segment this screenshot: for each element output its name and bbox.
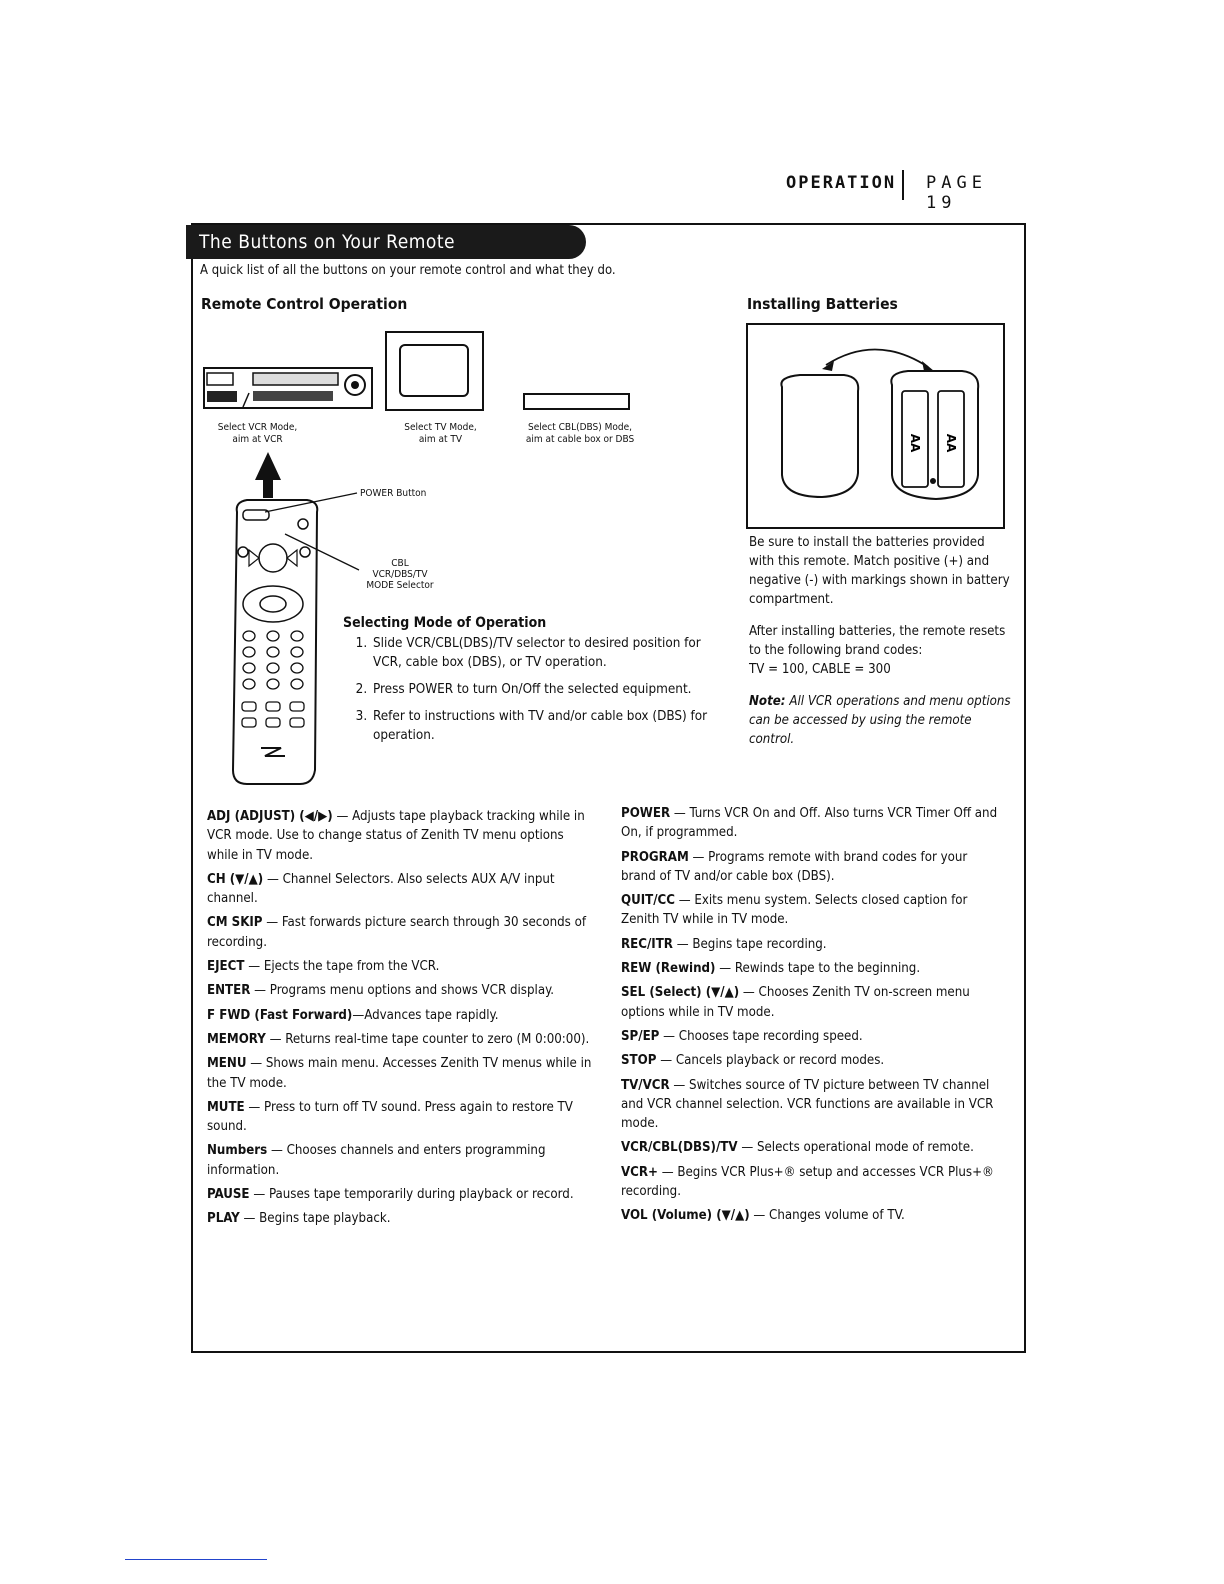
button-description: — Cancels playback or record modes. (656, 1053, 885, 1069)
button-definition (621, 1206, 999, 1225)
button-definition (621, 1027, 999, 1046)
cbl-caption-line2: aim at cable box or DBS (525, 434, 635, 445)
button-definition (207, 913, 595, 952)
brand-code-values: TV = 100, CABLE = 300 (749, 662, 891, 677)
battery-aa-label: AA (908, 433, 922, 453)
button-description: — Rewinds tape to the beginning. (715, 961, 921, 977)
button-description: — Chooses tape recording speed. (659, 1028, 863, 1044)
button-term: REC/ITR (621, 936, 673, 952)
cbl-caption-line1: Select CBL(DBS) Mode, (528, 422, 632, 433)
button-description: — Begins tape playback. (239, 1211, 391, 1227)
button-definition (207, 957, 595, 976)
vcr-illustration (203, 365, 375, 411)
button-description: — Begins VCR Plus+® setup and accesses VCR Plus+® recording. (621, 1164, 994, 1200)
button-term: TV/VCR (621, 1077, 670, 1093)
button-description: —Advances tape rapidly. (352, 1007, 499, 1023)
button-description: — Programs menu options and shows VCR display. (250, 983, 554, 999)
button-term: PLAY (207, 1211, 240, 1227)
button-term: MENU (207, 1056, 247, 1072)
button-term: Numbers (207, 1143, 268, 1159)
button-term: SEL (Select) (▼/▲) (621, 985, 740, 1001)
tv-caption-line2: aim at TV (418, 434, 463, 445)
remote-operation-heading: Remote Control Operation (201, 295, 408, 313)
button-definition (621, 983, 999, 1022)
note-label: Note: (749, 694, 786, 709)
left-button-list (207, 807, 595, 1234)
battery-illustration (748, 325, 1003, 527)
page-number: PAGE 19 (926, 173, 987, 213)
step-item: 2. Press POWER to turn On/Off the selected equipment. (371, 680, 728, 699)
note-text: All VCR operations and menu options can be accessed by using the remote control. (749, 694, 1011, 747)
button-definition (621, 1076, 999, 1134)
button-definition (207, 1098, 595, 1137)
button-description: — Adjusts tape playback tracking while in VCR mode. Use to change status of Zenith TV menu options while in TV mode. (207, 809, 585, 863)
button-definition (207, 981, 595, 1000)
tv-caption-line1: Select TV Mode, (404, 422, 477, 433)
button-term: REW (Rewind) (621, 961, 716, 977)
button-term: ENTER (207, 983, 251, 999)
header-divider (902, 170, 904, 200)
button-term: PAUSE (207, 1187, 250, 1203)
cbl-mode-caption (510, 422, 650, 446)
tv-screen (399, 344, 469, 397)
button-term: PROGRAM (621, 849, 689, 865)
button-term: VCR+ (621, 1164, 658, 1180)
button-definition (621, 935, 999, 954)
button-term: QUIT/CC (621, 893, 675, 909)
mode-label-line3: MODE Selector (366, 580, 434, 591)
section-banner: The Buttons on Your Remote (186, 225, 586, 259)
mode-selector-label (355, 558, 445, 591)
button-term: EJECT (207, 959, 245, 975)
button-term: MEMORY (207, 1031, 266, 1047)
button-term: F FWD (Fast Forward) (207, 1007, 353, 1023)
button-description: — Turns VCR On and Off. Also turns VCR Timer Off and On, if programmed. (621, 806, 998, 841)
button-description: — Press to turn off TV sound. Press again to restore TV sound. (207, 1099, 573, 1135)
step-item: 3. Refer to instructions with TV and/or cable box (DBS) for operation. (371, 707, 728, 745)
vcr-caption-line1: Select VCR Mode, (217, 422, 298, 433)
button-definition (207, 1209, 595, 1228)
button-description: — Programs remote with brand codes for your brand of TV and/or cable box (DBS). (621, 849, 968, 884)
button-description: — Changes volume of TV. (749, 1208, 905, 1224)
right-button-list (621, 804, 999, 1231)
mode-label-line1: CBL (391, 558, 409, 569)
button-description: — Ejects the tape from the VCR. (244, 959, 440, 975)
battery-illustration-box (746, 323, 1005, 529)
button-definition (621, 1138, 999, 1157)
vcr-caption-line2: aim at VCR (232, 434, 283, 445)
batteries-heading: Installing Batteries (747, 295, 898, 313)
footer-rule (125, 1559, 267, 1560)
button-definition (621, 1051, 999, 1070)
button-definition (207, 870, 595, 909)
power-button-label: POWER Button (360, 488, 427, 499)
button-description: — Returns real-time tape counter to zero (M 0:00:00). (265, 1031, 590, 1047)
button-definition (207, 1030, 595, 1049)
button-description: — Exits menu system. Selects closed caption for Zenith TV while in TV mode. (621, 893, 968, 928)
button-definition (207, 1054, 595, 1093)
button-definition (621, 1163, 999, 1202)
up-arrow-icon (255, 452, 281, 498)
button-description: — Shows main menu. Accesses Zenith TV menus while in the TV mode. (207, 1056, 592, 1091)
button-description: — Begins tape recording. (672, 936, 827, 952)
button-term: VCR/CBL(DBS)/TV (621, 1140, 738, 1156)
button-definition (621, 804, 999, 843)
vcr-mode-caption (205, 422, 310, 446)
batteries-note (749, 692, 1011, 749)
brand-code-text: After installing batteries, the remote resets to the following brand codes: (749, 624, 1006, 658)
button-term: SP/EP (621, 1028, 660, 1044)
button-term: MUTE (207, 1099, 245, 1115)
button-definition (207, 807, 595, 865)
button-term: VOL (Volume) (▼/▲) (621, 1208, 750, 1224)
button-definition (621, 959, 999, 978)
button-description: — Pauses tape temporarily during playback or record. (249, 1187, 574, 1203)
button-description: — Chooses Zenith TV on-screen menu options while in TV mode. (621, 985, 970, 1020)
button-definition (207, 1006, 595, 1025)
mode-steps-title: Selecting Mode of Operation (343, 615, 547, 631)
button-description: — Fast forwards picture search through 30 seconds of recording. (207, 915, 587, 950)
brand-code-info (749, 622, 1011, 679)
button-description: — Switches source of TV picture between TV channel and VCR channel selection. VCR functions are available in VCR mode. (621, 1077, 994, 1132)
button-description: — Chooses channels and enters programming information. (207, 1143, 546, 1178)
button-definition (207, 1185, 595, 1204)
mode-label-line2: VCR/DBS/TV (372, 569, 428, 580)
button-description: — Selects operational mode of remote. (737, 1140, 974, 1156)
button-term: CH (▼/▲) (207, 871, 264, 887)
button-definition (621, 891, 999, 930)
button-term: ADJ (ADJUST) (◀/▶) (207, 809, 333, 824)
tv-mode-caption (388, 422, 493, 446)
button-definition (621, 848, 999, 887)
button-term: STOP (621, 1053, 657, 1069)
intro-text: A quick list of all the buttons on your remote control and what they do. (200, 263, 616, 278)
batteries-text (749, 533, 1011, 762)
battery-aa-label: AA (944, 433, 958, 453)
button-description: — Channel Selectors. Also selects AUX A/V input channel. (207, 871, 555, 907)
button-term: CM SKIP (207, 915, 263, 931)
section-title: OPERATION (786, 173, 897, 193)
tv-illustration (385, 331, 484, 411)
page-header (780, 170, 1030, 213)
button-term: POWER (621, 806, 671, 821)
step-item: 1. Slide VCR/CBL(DBS)/TV selector to desired position for VCR, cable box (DBS), or TV operation. (371, 634, 728, 672)
batteries-instructions: Be sure to install the batteries provided with this remote. Match positive (+) and negative (-) with markings shown in battery compartment. (749, 535, 1010, 607)
cable-box-illustration (523, 393, 630, 410)
button-definition (207, 1141, 595, 1180)
mode-steps (343, 614, 728, 753)
